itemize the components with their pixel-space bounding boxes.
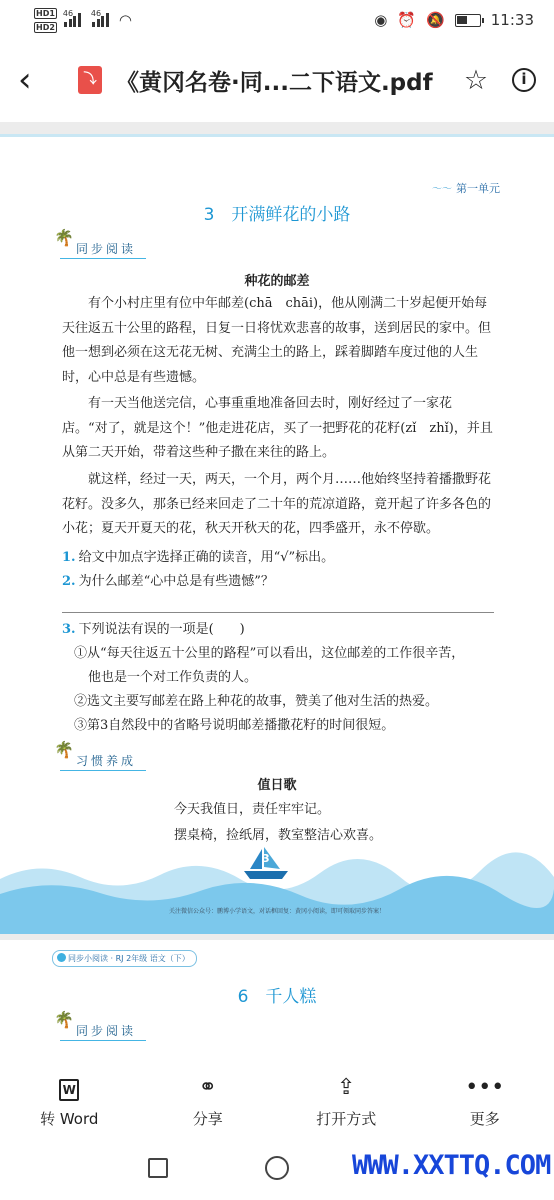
- battery-icon: [455, 14, 481, 27]
- hd1-badge: HD1: [36, 8, 55, 18]
- option-1: ①从“每天往返五十公里的路程”可以看出，这位邮差的工作很辛苦，: [74, 646, 465, 661]
- pdf-page-2: [0, 940, 554, 1062]
- document-viewer[interactable]: [0, 122, 554, 1062]
- signal-icon-2: 46: [91, 13, 109, 27]
- poem-line-1: 今天我值日，责任牢牢记。: [174, 802, 331, 817]
- option-3: ③第3自然段中的省略号说明邮差播撒花籽的时间很短。: [74, 718, 395, 733]
- more-button[interactable]: ••• 更多: [465, 1074, 505, 1128]
- lesson-title: 3 开满鲜花的小路: [203, 205, 351, 225]
- paragraph-1: 有个小村庄里有位中年邮差(chā chāi)，他从刚满二十岁起便开始每天往返五十公里的路程，日复一日将忧欢悲喜的故事，送到居民的家中。但他一想到必须在这无花无树、充满尘土的路上，踩着脚踏车度过他的人生时，心中总是有些遗憾。: [62, 296, 492, 385]
- section-habit-tag: 🌴 习惯养成: [60, 752, 146, 771]
- bell-off-icon: 🔕: [426, 11, 445, 29]
- eye-icon: ◉: [374, 11, 388, 29]
- action-bar: [0, 1062, 554, 1140]
- option-2: ②选文主要写邮差在路上种花的故事，赞美了他对生活的热爱。: [74, 694, 439, 709]
- question-2: 2. 为什么邮差“心中总是有些遗憾”？: [62, 574, 274, 589]
- info-icon[interactable]: i: [512, 68, 536, 92]
- watermark: WWW.XXTTQ.COM: [352, 1150, 551, 1181]
- section-reading-tag: 🌴 同步阅读: [60, 240, 146, 259]
- footer-note: 关注微信公众号：鹏博小学语文，对话框回复：黄冈小阅读，即可领取同步答案！: [168, 908, 385, 915]
- page-header: 同步小阅读 · RJ 2年级 语文（下）: [52, 950, 197, 967]
- question-3: 3. 下列说法有误的一项是( ): [62, 622, 245, 637]
- document-title: 《黄冈名卷·同...二下语文.pdf: [116, 69, 433, 96]
- share-button[interactable]: ⚭ 分享: [192, 1074, 223, 1128]
- paragraph-2: 有一天当他送完信，心事重重地准备回去时，刚好经过了一家花店。“对了，就是这个！”他走进花店，买了一把野花的花籽(zǐ zhǐ)，并且从第二天开始，带着这些种子撒在来往的路上。: [62, 396, 493, 460]
- page-number: 3: [262, 852, 270, 865]
- open-with-button[interactable]: ⇪ 打开方式: [316, 1074, 377, 1128]
- logo-icon: [57, 953, 66, 962]
- hd2-badge: HD2: [36, 22, 55, 32]
- wifi-icon: ◠: [118, 11, 132, 29]
- signal-icon: 46: [63, 13, 81, 27]
- option-1-cont: 他也是一个对工作负责的人。: [88, 670, 258, 685]
- pdf-file-icon: ⤵: [78, 66, 102, 94]
- app-bar: [0, 44, 554, 116]
- alarm-icon: ⏰: [397, 11, 417, 29]
- system-nav-bar: [0, 1140, 554, 1200]
- more-icon: •••: [465, 1074, 505, 1100]
- clock-time: 11:33: [490, 11, 534, 29]
- poem-line-2: 摆桌椅，捡纸屑，教室整洁心欢喜。: [174, 828, 383, 843]
- poem-title: 值日歌: [257, 778, 297, 793]
- lesson-title-2: 6 千人糕: [237, 987, 317, 1007]
- home-circle-icon[interactable]: [265, 1156, 289, 1180]
- pdf-page-1: [0, 134, 554, 934]
- recents-square-icon[interactable]: [148, 1158, 168, 1178]
- wave-decoration: [0, 839, 554, 934]
- open-with-icon: ⇪: [337, 1074, 356, 1100]
- paragraph-3: 就这样，经过一天，两天，一个月，两个月……他始终坚持着播撒野花花籽。没多久，那条已经来回走了二十年的荒凉道路，竟开起了许多各色的小花；夏天开夏天的花，秋天开秋天的花，四季盛开，永不停歇。: [62, 472, 492, 536]
- unit-label: ～～ 第一单元: [432, 180, 500, 196]
- question-1: 1. 给文中加点字选择正确的读音，用“√”标出。: [62, 550, 335, 565]
- word-icon: W: [59, 1074, 79, 1102]
- answer-line: [62, 612, 494, 613]
- back-arrow-icon[interactable]: ‹: [18, 60, 32, 100]
- section-reading-tag-2: 🌴 同步阅读: [60, 1022, 146, 1041]
- convert-word-button[interactable]: W 转 Word: [0, 1062, 139, 1140]
- article-title: 种花的邮差: [244, 274, 310, 289]
- hd-indicators: [34, 8, 57, 33]
- star-icon[interactable]: ☆: [463, 64, 489, 96]
- share-icon: ⚭: [198, 1074, 217, 1100]
- status-bar: [0, 0, 554, 40]
